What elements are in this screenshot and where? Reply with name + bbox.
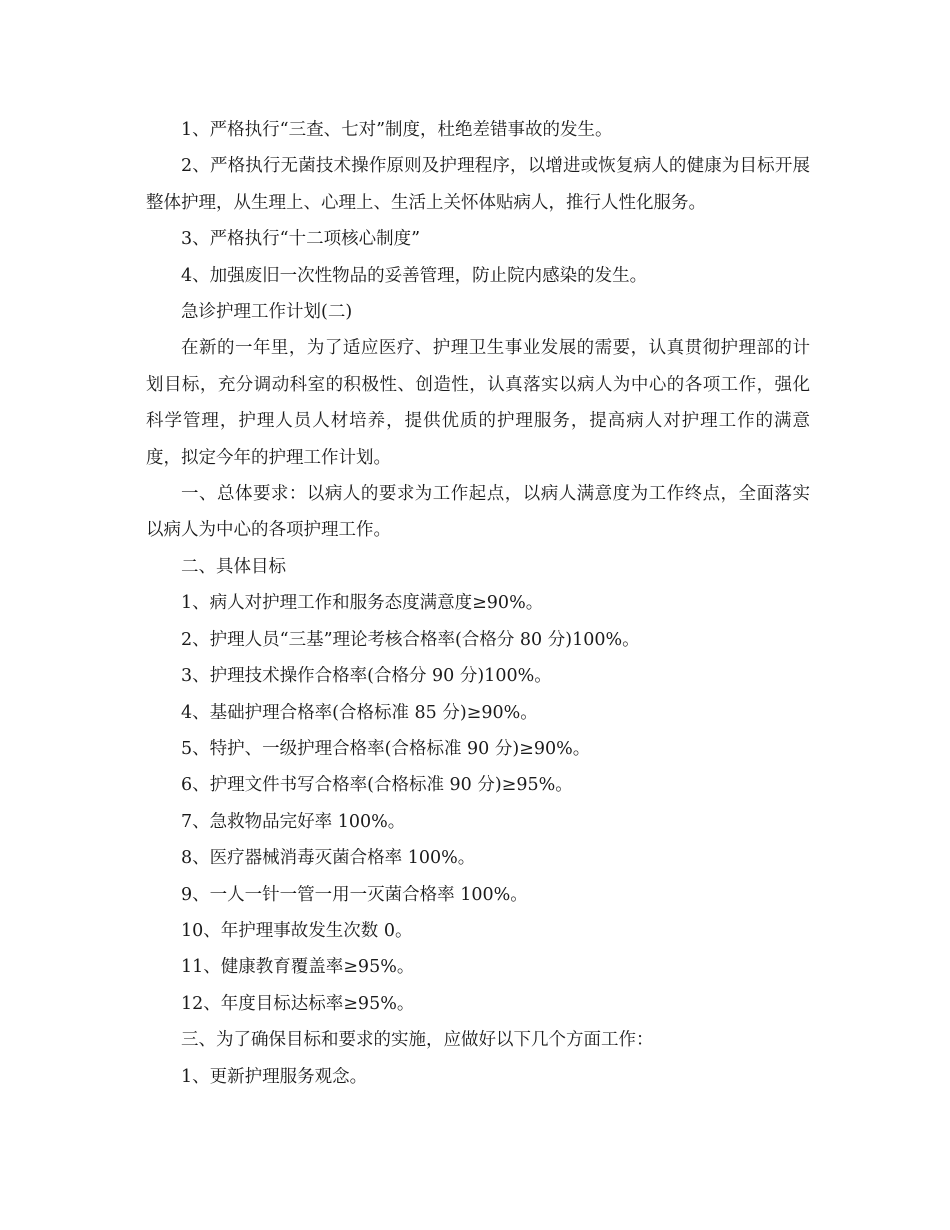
paragraph-2: 2、严格执行无菌技术操作原则及护理程序，以增进或恢复病人的健康为目标开展整体护理，从生理上、心理上、生活上关怀体贴病人，推行人性化服务。 bbox=[146, 156, 810, 213]
goal-item-12: 12、年度目标达标率≥95%。 bbox=[181, 993, 415, 1014]
goal-item-11: 11、健康教育覆盖率≥95%。 bbox=[181, 957, 415, 978]
paragraph-general-requirements: 一、总体要求：以病人的要求为工作起点，以病人满意度为工作终点，全面落实以病人为中心的各项护理工作。 bbox=[146, 484, 810, 541]
section-heading-implementation: 三、为了确保目标和要求的实施，应做好以下几个方面工作： bbox=[181, 1030, 654, 1051]
goal-item-10: 10、年护理事故发生次数 0。 bbox=[181, 920, 413, 941]
goal-item-9: 9、一人一针一管一用一灭菌合格率 100%。 bbox=[181, 884, 528, 905]
paragraph-intro: 在新的一年里，为了适应医疗、护理卫生事业发展的需要，认真贯彻护理部的计划目标，充分调动科室的积极性、创造性，认真落实以病人为中心的各项工作，强化科学管理，护理人员人材培养，提供优质的护理服务，提高病人对护理工作的满意度，拟定今年的护理工作计划。 bbox=[146, 338, 810, 468]
paragraph-4: 4、加强废旧一次性物品的妥善管理，防止院内感染的发生。 bbox=[181, 265, 648, 286]
goal-item-1: 1、病人对护理工作和服务态度满意度≥90%。 bbox=[181, 593, 544, 614]
goal-item-3: 3、护理技术操作合格率(合格分 90 分)100%。 bbox=[181, 666, 552, 687]
section-heading-plan-2: 急诊护理工作计划(二) bbox=[181, 302, 353, 323]
goal-item-7: 7、急救物品完好率 100%。 bbox=[181, 811, 406, 832]
goal-item-2: 2、护理人员“三基”理论考核合格率(合格分 80 分)100%。 bbox=[181, 629, 640, 650]
paragraph-3: 3、严格执行“十二项核心制度” bbox=[181, 229, 421, 250]
goal-item-4: 4、基础护理合格率(合格标准 85 分)≥90%。 bbox=[181, 702, 538, 723]
implementation-item-1: 1、更新护理服务观念。 bbox=[181, 1066, 368, 1087]
paragraph-1: 1、严格执行“三查、七对”制度，杜绝差错事故的发生。 bbox=[181, 120, 613, 140]
document-body bbox=[146, 112, 810, 1095]
goal-item-8: 8、医疗器械消毒灭菌合格率 100%。 bbox=[181, 848, 476, 869]
goal-item-5: 5、特护、一级护理合格率(合格标准 90 分)≥90%。 bbox=[181, 738, 591, 759]
goal-item-6: 6、护理文件书写合格率(合格标准 90 分)≥95%。 bbox=[181, 775, 573, 796]
section-heading-specific-goals: 二、具体目标 bbox=[181, 556, 286, 577]
